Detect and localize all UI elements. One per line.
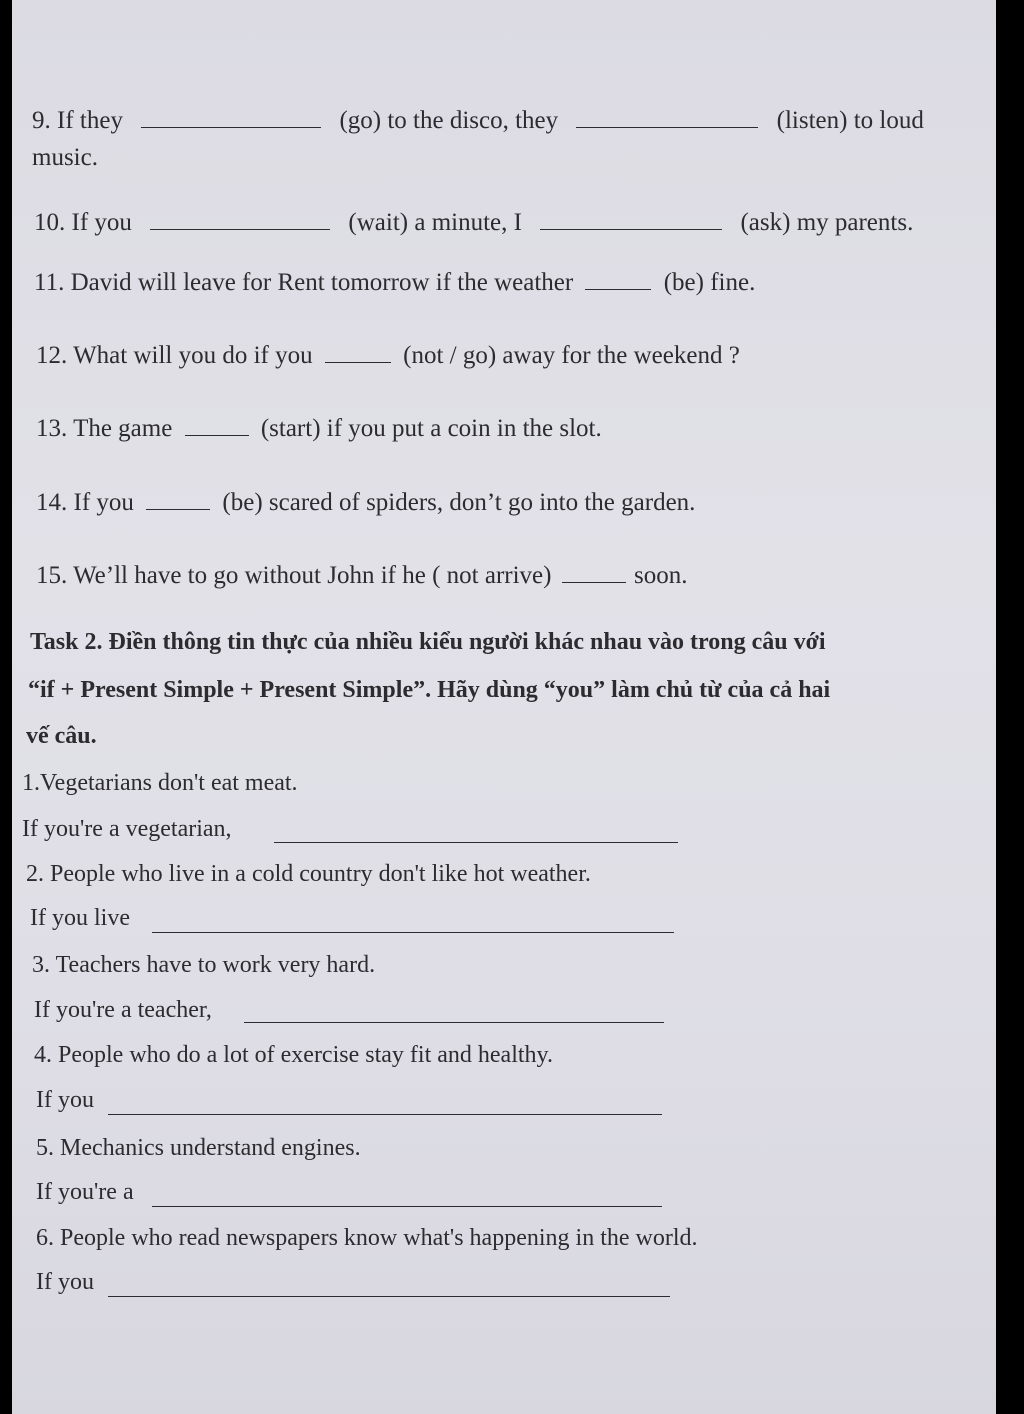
task2-heading-line3: vế câu. (26, 723, 97, 749)
task2-prompt-2: If you live (30, 905, 130, 931)
answer-blank[interactable] (576, 126, 758, 128)
answer-line-3[interactable] (244, 1022, 664, 1023)
task2-prompt-1: If you're a vegetarian, (22, 816, 232, 842)
answer-blank[interactable] (146, 508, 210, 510)
task2-prompt-5: If you're a (36, 1179, 134, 1205)
worksheet-page (12, 0, 996, 1414)
item-text: The game (73, 415, 173, 442)
task2-statement-4: 4. People who do a lot of exercise stay fit and healthy. (34, 1042, 553, 1068)
exercise-item-14 (36, 490, 695, 515)
exercise-item-11 (34, 270, 755, 295)
task2-heading-line1: Task 2. Điền thông tin thực của nhiều kiểu người khác nhau vào trong câu với (30, 629, 826, 655)
task2-prompt-6: If you (36, 1269, 94, 1295)
item-text: David will leave for Rent tomorrow if the weather (70, 269, 574, 296)
item-text: (be) scared of spiders, don’t go into the garden. (222, 489, 696, 516)
exercise-item-9 (32, 108, 924, 133)
item-text: (not / go) away for the weekend ? (403, 342, 740, 369)
answer-line-5[interactable] (152, 1206, 662, 1207)
answer-line-4[interactable] (108, 1114, 662, 1115)
exercise-item-12 (36, 343, 740, 368)
answer-line-1[interactable] (274, 842, 678, 843)
item-text: (wait) a minute, I (348, 209, 522, 236)
item-text: (go) to the disco, they (339, 107, 559, 134)
item-number: 11. (34, 269, 65, 296)
task2-prompt-4: If you (36, 1087, 94, 1113)
task2-statement-5: 5. Mechanics understand engines. (36, 1135, 361, 1161)
item-number: 14. (36, 489, 68, 516)
exercise-item-13 (36, 416, 602, 441)
exercise-item-9-continued (32, 145, 98, 170)
item-text: (start) if you put a coin in the slot. (260, 415, 602, 442)
answer-blank[interactable] (150, 228, 330, 230)
answer-line-6[interactable] (108, 1296, 670, 1297)
item-text: (listen) to loud (776, 107, 924, 134)
task2-prompt-3: If you're a teacher, (34, 997, 212, 1023)
exercise-item-15 (36, 563, 687, 588)
item-text: If you (71, 209, 132, 236)
answer-blank[interactable] (325, 361, 391, 363)
answer-blank[interactable] (185, 434, 249, 436)
item-text: (be) fine. (663, 269, 756, 296)
item-text: What will you do if you (73, 342, 313, 369)
task2-statement-1: 1.Vegetarians don't eat meat. (22, 770, 298, 796)
exercise-item-10 (34, 210, 913, 235)
task2-heading-line2: “if + Present Simple + Present Simple”. Hãy dùng “you” làm chủ từ của cả hai (28, 677, 831, 703)
item-number: 9. (32, 107, 51, 134)
answer-blank[interactable] (585, 288, 651, 290)
answer-blank[interactable] (540, 228, 722, 230)
item-text: If you (73, 489, 134, 516)
item-number: 10. (34, 209, 66, 236)
answer-blank[interactable] (141, 126, 321, 128)
item-text: music. (32, 144, 98, 171)
item-number: 13. (36, 415, 68, 442)
item-number: 15. (36, 562, 68, 589)
task2-statement-2: 2. People who live in a cold country don't like hot weather. (26, 861, 591, 887)
item-text: If they (57, 107, 123, 134)
task2-statement-3: 3. Teachers have to work very hard. (32, 952, 376, 978)
answer-blank[interactable] (562, 581, 626, 583)
item-text: We’ll have to go without John if he ( not arrive) (73, 562, 552, 589)
task2-statement-6: 6. People who read newspapers know what's happening in the world. (36, 1225, 698, 1251)
item-text: soon. (633, 562, 688, 589)
item-number: 12. (36, 342, 68, 369)
item-text: (ask) my parents. (740, 209, 914, 236)
answer-line-2[interactable] (152, 932, 674, 933)
